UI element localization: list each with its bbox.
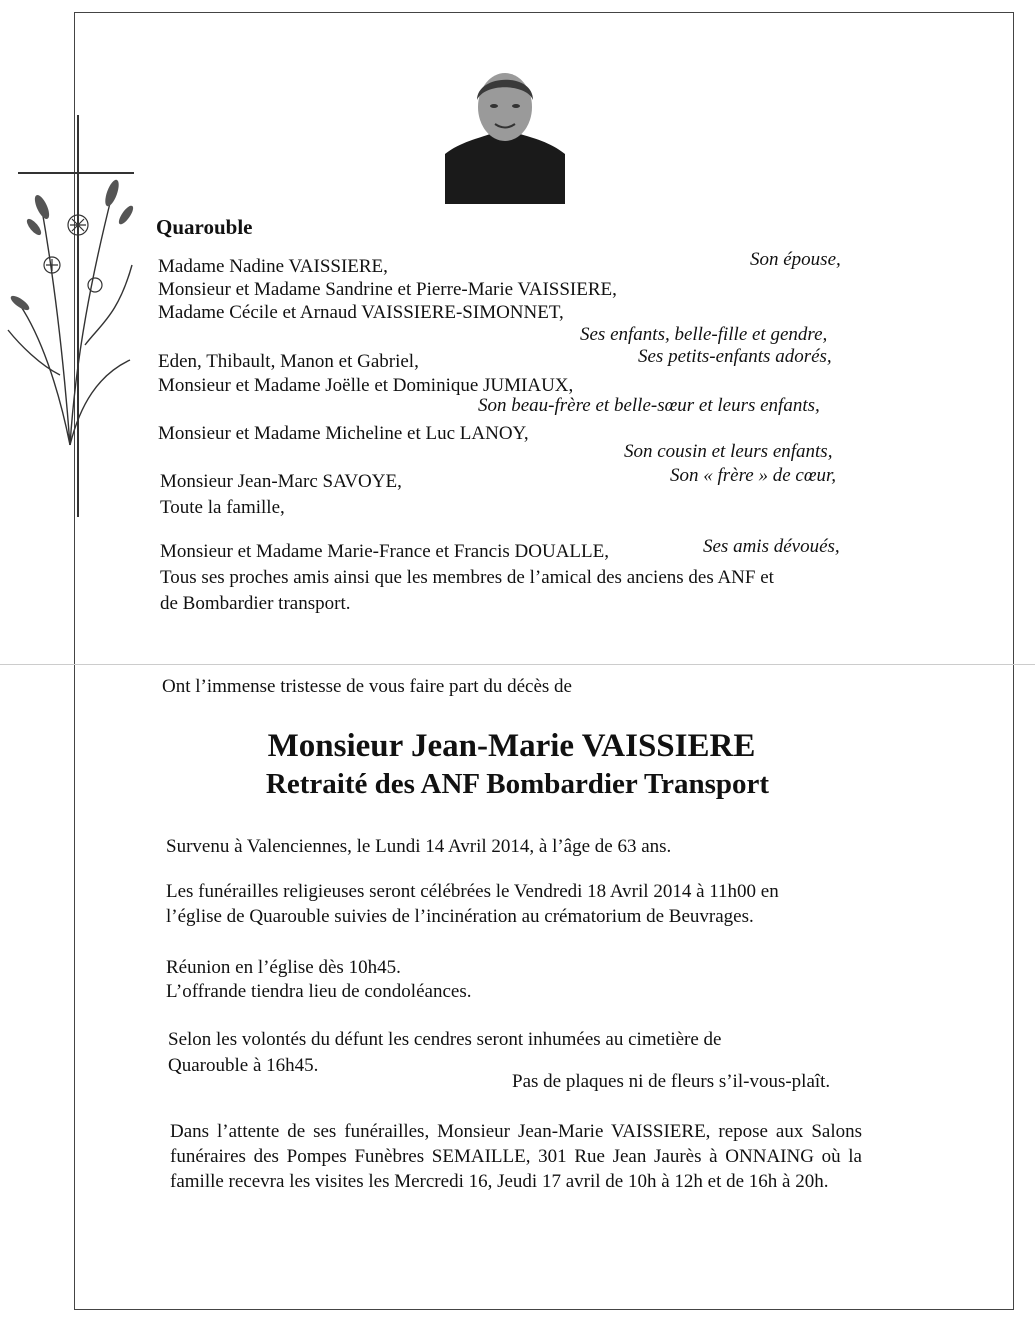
family-line: Monsieur et Madame Marie-France et Francis DOUALLE, [160, 541, 609, 562]
deceased-name: Monsieur Jean-Marie VAISSIERE [267, 728, 756, 764]
family-relation: Son cousin et leurs enfants, [624, 441, 833, 462]
place-name: Quarouble [156, 215, 253, 239]
deceased-title: Retraité des ANF Bombardier Transport [265, 768, 770, 800]
family-relation: Son épouse, [750, 249, 841, 270]
family-line: Madame Cécile et Arnaud VAISSIERE-SIMONNET, [158, 302, 564, 323]
family-line: Monsieur Jean-Marc SAVOYE, [160, 471, 402, 492]
family-relation: Son beau-frère et belle-sœur et leurs enfants, [478, 395, 820, 416]
family-line: Monsieur et Madame Joëlle et Dominique JUMIAUX, [158, 375, 574, 396]
family-line: Toute la famille, [160, 497, 285, 518]
family-relation: Ses amis dévoués, [703, 536, 840, 557]
family-line: Madame Nadine VAISSIERE, [158, 256, 388, 277]
family-line: de Bombardier transport. [160, 593, 351, 614]
meeting-details: Réunion en l’église dès 10h45. [166, 957, 401, 978]
family-line: Eden, Thibault, Manon et Gabriel, [158, 351, 419, 372]
ashes-details: Quarouble à 16h45. [168, 1055, 319, 1076]
rest-details: Dans l’attente de ses funérailles, Monsieur Jean-Marie VAISSIERE, repose aux Salons funéraires des Pompes Funèbres SEMAILLE, 301 Rue Jean Jaurès à ONNAING où la famille recevra les visites les Mercredi 16, Jeudi 17 avril de 10h à 12h et de 16h à 20h. [170, 1121, 862, 1192]
family-line: Tous ses proches amis ainsi que les membres de l’amical des anciens des ANF et [160, 567, 774, 588]
announcement-text: Ont l’immense tristesse de vous faire part du décès de [162, 676, 572, 697]
family-relation: Son « frère » de cœur, [670, 465, 837, 486]
family-relation: Ses enfants, belle-fille et gendre, [580, 324, 828, 345]
funeral-details: Les funérailles religieuses seront célébrées le Vendredi 18 Avril 2014 à 11h00 en [166, 881, 779, 902]
cross-with-wheat-icon [0, 115, 140, 525]
page-border [74, 12, 1014, 1310]
offering-details: L’offrande tiendra lieu de condoléances. [166, 981, 472, 1002]
family-relation: Ses petits-enfants adorés, [638, 346, 832, 367]
family-line: Monsieur et Madame Sandrine et Pierre-Marie VAISSIERE, [158, 279, 617, 300]
fold-line [0, 664, 1035, 665]
funeral-details: l’église de Quarouble suivies de l’incinération au crématorium de Beuvrages. [166, 906, 754, 927]
death-details: Survenu à Valenciennes, le Lundi 14 Avril 2014, à l’âge de 63 ans. [166, 836, 672, 857]
family-line: Monsieur et Madame Micheline et Luc LANOY, [158, 423, 529, 444]
ashes-details: Selon les volontés du défunt les cendres seront inhumées au cimetière de [168, 1029, 722, 1050]
portrait-photo [445, 62, 565, 204]
no-flowers-note: Pas de plaques ni de fleurs s’il-vous-plaît. [512, 1071, 831, 1092]
